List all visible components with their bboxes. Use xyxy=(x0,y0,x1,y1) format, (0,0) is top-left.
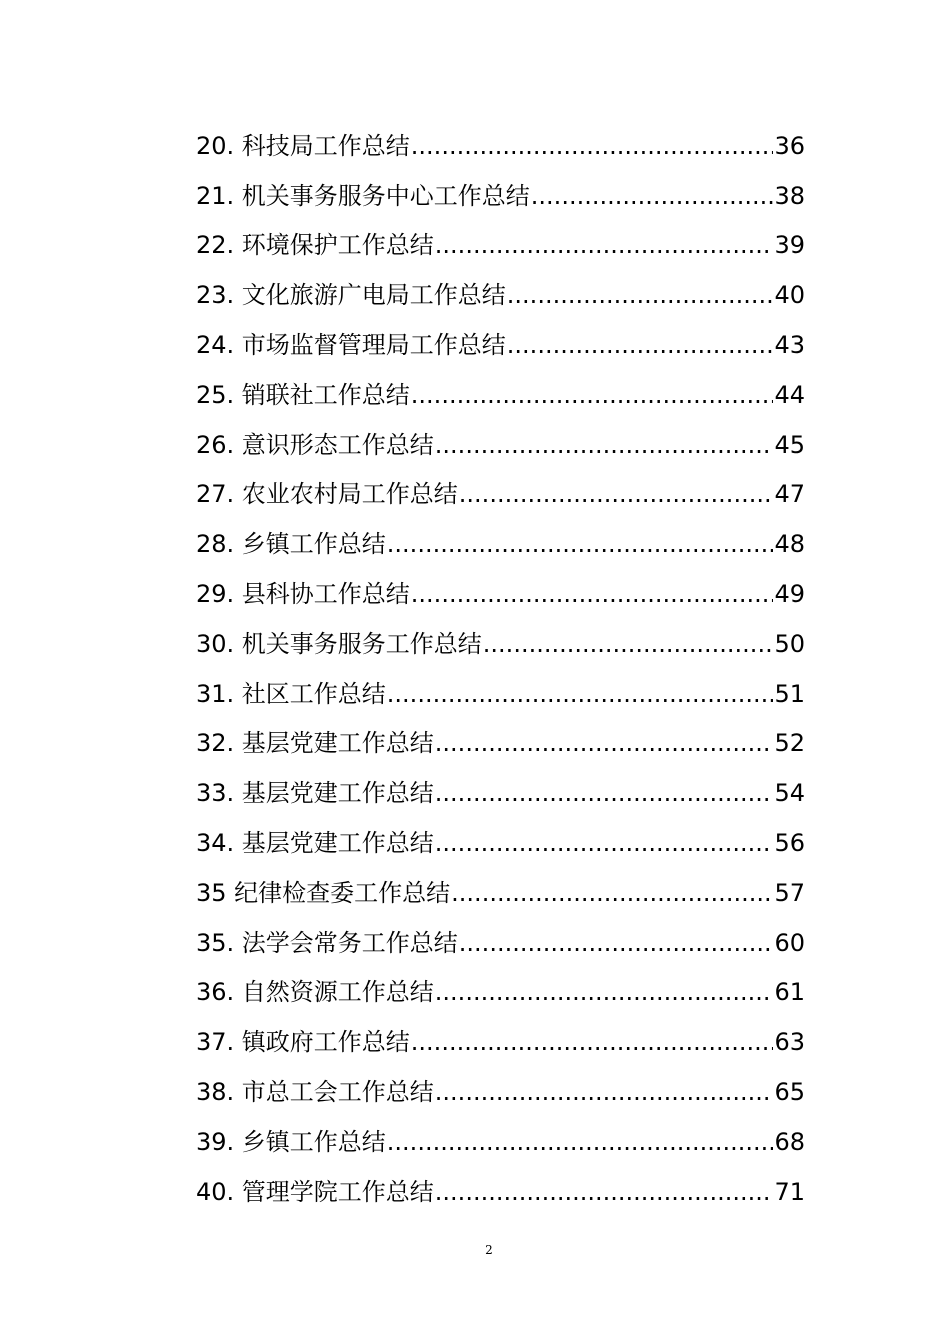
toc-dot-leader xyxy=(507,283,774,307)
toc-entry-page: 61 xyxy=(774,978,805,1007)
toc-entry[interactable] xyxy=(196,171,805,221)
toc-entry[interactable] xyxy=(196,1167,805,1217)
toc-entry[interactable] xyxy=(196,1067,805,1117)
toc-entry-title: 21. 机关事务服务中心工作总结 xyxy=(196,181,530,210)
toc-entry[interactable] xyxy=(196,818,805,868)
toc-dot-leader xyxy=(387,682,774,706)
toc-entry-title: 38. 市总工会工作总结 xyxy=(196,1078,434,1107)
toc-entry[interactable] xyxy=(196,768,805,818)
toc-dot-leader xyxy=(507,333,774,357)
toc-entry-title: 34. 基层党建工作总结 xyxy=(196,829,434,858)
toc-dot-leader xyxy=(459,482,774,506)
toc-entry[interactable] xyxy=(196,270,805,320)
toc-entry-title: 26. 意识形态工作总结 xyxy=(196,430,434,459)
toc-dot-leader xyxy=(483,632,774,656)
toc-entry-title: 24. 市场监督管理局工作总结 xyxy=(196,331,506,360)
toc-dot-leader xyxy=(435,1080,774,1104)
toc-dot-leader xyxy=(387,1130,774,1154)
toc-entry[interactable] xyxy=(196,1117,805,1167)
toc-entry-page: 63 xyxy=(774,1028,805,1057)
toc-entry[interactable] xyxy=(196,918,805,968)
toc-dot-leader xyxy=(435,433,774,457)
toc-entry[interactable] xyxy=(196,1017,805,1067)
toc-entry-page: 56 xyxy=(774,829,805,858)
toc-dot-leader xyxy=(435,233,774,257)
toc-entry-page: 60 xyxy=(774,928,805,957)
toc-entry[interactable] xyxy=(196,320,805,370)
toc-entry-page: 47 xyxy=(774,480,805,509)
toc-entry-title: 31. 社区工作总结 xyxy=(196,679,386,708)
toc-entry-page: 50 xyxy=(774,629,805,658)
toc-entry-page: 71 xyxy=(774,1177,805,1206)
toc-dot-leader xyxy=(459,931,774,955)
toc-dot-leader xyxy=(411,383,774,407)
toc-entry-title: 40. 管理学院工作总结 xyxy=(196,1177,434,1206)
toc-entry-page: 51 xyxy=(774,679,805,708)
toc-dot-leader xyxy=(435,731,774,755)
toc-entry[interactable] xyxy=(196,669,805,719)
toc-entry-title: 35. 法学会常务工作总结 xyxy=(196,928,458,957)
toc-dot-leader xyxy=(451,881,773,905)
toc-dot-leader xyxy=(387,532,774,556)
toc-entry-page: 49 xyxy=(774,580,805,609)
toc-entry-title: 36. 自然资源工作总结 xyxy=(196,978,434,1007)
toc-entry-page: 43 xyxy=(774,331,805,360)
toc-dot-leader xyxy=(435,1180,774,1204)
toc-entry[interactable] xyxy=(196,519,805,569)
toc-entry-page: 45 xyxy=(774,430,805,459)
toc-entry-page: 40 xyxy=(774,281,805,310)
toc-entry[interactable] xyxy=(196,221,805,271)
toc-entry[interactable] xyxy=(196,121,805,171)
toc-entry-page: 65 xyxy=(774,1078,805,1107)
toc-entry-title: 29. 县科协工作总结 xyxy=(196,580,410,609)
toc-entry-title: 25. 销联社工作总结 xyxy=(196,380,410,409)
toc-entry-title: 23. 文化旅游广电局工作总结 xyxy=(196,281,506,310)
toc-entry-page: 57 xyxy=(774,878,805,907)
toc-dot-leader xyxy=(435,831,774,855)
toc-entry-title: 20. 科技局工作总结 xyxy=(196,131,410,160)
page-number: 2 xyxy=(485,1243,493,1257)
toc-entry-page: 68 xyxy=(774,1127,805,1156)
table-of-contents xyxy=(196,121,805,1217)
toc-entry-page: 48 xyxy=(774,530,805,559)
toc-entry[interactable] xyxy=(196,420,805,470)
toc-entry-title: 27. 农业农村局工作总结 xyxy=(196,480,458,509)
toc-entry[interactable] xyxy=(196,619,805,669)
toc-entry-title: 32. 基层党建工作总结 xyxy=(196,729,434,758)
toc-entry-page: 54 xyxy=(774,779,805,808)
toc-entry-page: 38 xyxy=(774,181,805,210)
toc-dot-leader xyxy=(531,184,774,208)
toc-entry-page: 36 xyxy=(774,131,805,160)
toc-entry[interactable] xyxy=(196,370,805,420)
toc-dot-leader xyxy=(411,1030,774,1054)
toc-dot-leader xyxy=(411,134,774,158)
toc-entry[interactable] xyxy=(196,968,805,1018)
toc-entry-title: 22. 环境保护工作总结 xyxy=(196,231,434,260)
toc-entry-title: 28. 乡镇工作总结 xyxy=(196,530,386,559)
toc-entry-title: 35 纪律检查委工作总结 xyxy=(196,878,451,907)
toc-entry[interactable] xyxy=(196,868,805,918)
toc-entry-title: 37. 镇政府工作总结 xyxy=(196,1028,410,1057)
toc-entry-page: 44 xyxy=(774,380,805,409)
toc-entry-title: 39. 乡镇工作总结 xyxy=(196,1127,386,1156)
toc-dot-leader xyxy=(435,980,774,1004)
toc-entry-page: 52 xyxy=(774,729,805,758)
toc-entry[interactable] xyxy=(196,719,805,769)
toc-entry-page: 39 xyxy=(774,231,805,260)
toc-entry-title: 30. 机关事务服务工作总结 xyxy=(196,629,482,658)
toc-dot-leader xyxy=(435,781,774,805)
toc-entry[interactable] xyxy=(196,569,805,619)
toc-dot-leader xyxy=(411,582,774,606)
toc-entry[interactable] xyxy=(196,470,805,520)
toc-entry-title: 33. 基层党建工作总结 xyxy=(196,779,434,808)
